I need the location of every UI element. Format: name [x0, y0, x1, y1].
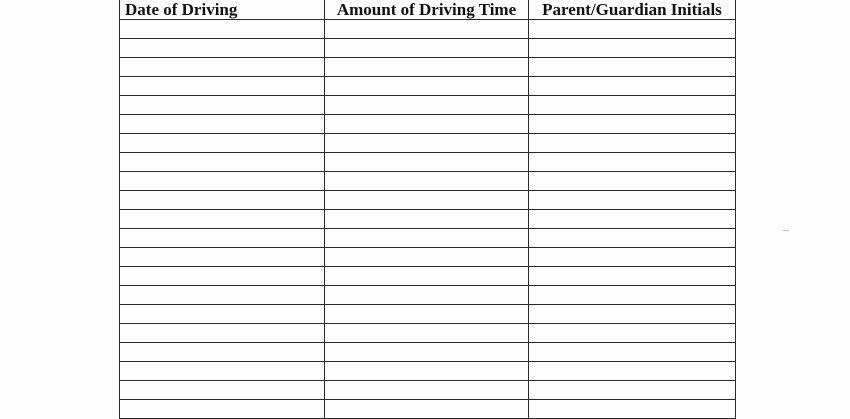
cell-date[interactable] [120, 210, 325, 229]
cell-date[interactable] [120, 58, 325, 77]
table-row [120, 286, 736, 305]
cell-driving-time[interactable] [325, 210, 529, 229]
header-amount-of-driving-time: Amount of Driving Time [325, 0, 529, 20]
cell-date[interactable] [120, 229, 325, 248]
table-row [120, 39, 736, 58]
table-row [120, 400, 736, 419]
cell-driving-time[interactable] [325, 267, 529, 286]
cell-initials[interactable] [529, 115, 736, 134]
driving-log-table [119, 0, 736, 419]
table-row [120, 343, 736, 362]
cell-initials[interactable] [529, 39, 736, 58]
cell-driving-time[interactable] [325, 134, 529, 153]
cell-date[interactable] [120, 381, 325, 400]
cell-initials[interactable] [529, 305, 736, 324]
cell-initials[interactable] [529, 153, 736, 172]
cell-date[interactable] [120, 77, 325, 96]
table-row [120, 172, 736, 191]
cell-driving-time[interactable] [325, 362, 529, 381]
cell-driving-time[interactable] [325, 172, 529, 191]
cell-initials[interactable] [529, 381, 736, 400]
table-row [120, 362, 736, 381]
cell-driving-time[interactable] [325, 39, 529, 58]
cell-initials[interactable] [529, 229, 736, 248]
cell-initials[interactable] [529, 58, 736, 77]
cell-driving-time[interactable] [325, 229, 529, 248]
cell-date[interactable] [120, 400, 325, 419]
cell-initials[interactable] [529, 172, 736, 191]
cell-initials[interactable] [529, 324, 736, 343]
cell-driving-time[interactable] [325, 153, 529, 172]
cell-driving-time[interactable] [325, 58, 529, 77]
table-row [120, 134, 736, 153]
table-row [120, 381, 736, 400]
table-row [120, 324, 736, 343]
table-row [120, 20, 736, 39]
cell-initials[interactable] [529, 96, 736, 115]
cell-initials[interactable] [529, 77, 736, 96]
table-row [120, 153, 736, 172]
cell-driving-time[interactable] [325, 20, 529, 39]
cell-date[interactable] [120, 248, 325, 267]
cell-initials[interactable] [529, 343, 736, 362]
cell-driving-time[interactable] [325, 191, 529, 210]
cell-date[interactable] [120, 324, 325, 343]
header-row [120, 0, 736, 20]
table-row [120, 305, 736, 324]
cell-driving-time[interactable] [325, 286, 529, 305]
cell-date[interactable] [120, 134, 325, 153]
scan-speck [783, 230, 789, 231]
cell-date[interactable] [120, 96, 325, 115]
cell-initials[interactable] [529, 134, 736, 153]
cell-date[interactable] [120, 191, 325, 210]
cell-initials[interactable] [529, 210, 736, 229]
cell-initials[interactable] [529, 248, 736, 267]
cell-date[interactable] [120, 39, 325, 58]
table-row [120, 229, 736, 248]
cell-driving-time[interactable] [325, 324, 529, 343]
cell-date[interactable] [120, 362, 325, 381]
table-row [120, 267, 736, 286]
cell-initials[interactable] [529, 286, 736, 305]
cell-driving-time[interactable] [325, 305, 529, 324]
cell-date[interactable] [120, 115, 325, 134]
cell-date[interactable] [120, 305, 325, 324]
log-rows [120, 20, 736, 419]
cell-initials[interactable] [529, 20, 736, 39]
cell-driving-time[interactable] [325, 343, 529, 362]
cell-driving-time[interactable] [325, 381, 529, 400]
table-row [120, 210, 736, 229]
cell-initials[interactable] [529, 267, 736, 286]
cell-driving-time[interactable] [325, 96, 529, 115]
table-row [120, 191, 736, 210]
cell-date[interactable] [120, 286, 325, 305]
cell-initials[interactable] [529, 191, 736, 210]
table-row [120, 96, 736, 115]
cell-driving-time[interactable] [325, 248, 529, 267]
cell-date[interactable] [120, 20, 325, 39]
table-row [120, 115, 736, 134]
header-parent-guardian-initials: Parent/Guardian Initials [529, 0, 736, 20]
table-row [120, 77, 736, 96]
cell-initials[interactable] [529, 362, 736, 381]
cell-driving-time[interactable] [325, 115, 529, 134]
cell-date[interactable] [120, 172, 325, 191]
cell-driving-time[interactable] [325, 400, 529, 419]
cell-driving-time[interactable] [325, 77, 529, 96]
cell-date[interactable] [120, 153, 325, 172]
header-date-of-driving: Date of Driving [120, 0, 325, 20]
cell-initials[interactable] [529, 400, 736, 419]
cell-date[interactable] [120, 267, 325, 286]
cell-date[interactable] [120, 343, 325, 362]
table-row [120, 248, 736, 267]
table-row [120, 58, 736, 77]
